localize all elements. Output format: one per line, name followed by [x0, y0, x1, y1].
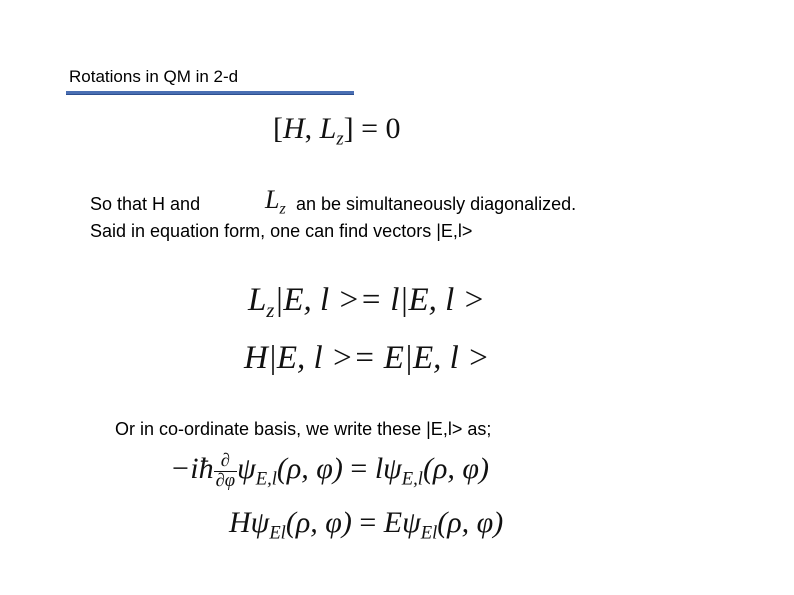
frac-numerator: ∂ — [220, 450, 230, 472]
zero: 0 — [385, 112, 401, 145]
eigen-equation-H: H|E, l >= E|E, l > — [244, 340, 490, 376]
eq2-rhs-subscript: El — [420, 522, 438, 544]
eq1-psi-subscript: E,l — [255, 468, 277, 490]
symbol-H: H — [283, 112, 305, 145]
inline-subscript-z: z — [279, 200, 286, 218]
eq2-args: (ρ, φ) — [285, 506, 352, 539]
sentence-2: Said in equation form, one can find vectors |E,l> — [90, 221, 473, 241]
eq-Lz-rest: |E, l >= l|E, l > — [274, 282, 485, 318]
sentence-1-end: an be simultaneously diagonalized. — [296, 194, 577, 214]
eq2-psi-subscript: El — [269, 522, 286, 544]
inline-symbol-L: L — [265, 185, 280, 214]
eq1-rhs-subscript: E,l — [401, 468, 423, 490]
eq2-psi: ψ — [250, 506, 270, 539]
eq2-rhs-args: (ρ, φ) — [437, 506, 504, 539]
sentence-3: Or in co-ordinate basis, we write these |E,l> as; — [115, 419, 492, 439]
eq2-E: E — [383, 506, 403, 539]
commutator-equation — [273, 112, 401, 151]
eq1-rhs-psi: ψ — [383, 452, 402, 485]
eq1-rhs-l: l — [374, 452, 384, 485]
inline-Lz — [265, 185, 286, 219]
coordinate-equation-1 — [170, 452, 489, 491]
symbol-L: L — [319, 112, 337, 145]
title-underline — [66, 91, 354, 95]
partial-derivative-fraction — [214, 452, 237, 490]
bracket-open: [ — [273, 112, 283, 145]
comma: , — [304, 112, 313, 145]
eq1-equals: = — [350, 452, 368, 485]
eq1-args: (ρ, φ) — [276, 452, 343, 485]
equals-sign: = — [361, 112, 379, 145]
eq-Lz-subscript: z — [266, 300, 275, 323]
eq2-equals: = — [359, 506, 377, 539]
frac-denominator: ∂φ — [215, 469, 236, 491]
sentence-1-start: So that H and — [90, 194, 201, 214]
coordinate-equation-2 — [229, 506, 503, 545]
eq2-rhs-psi: ψ — [402, 506, 421, 539]
eq1-psi: ψ — [237, 452, 256, 485]
eq1-prefix: −iħ — [170, 452, 214, 485]
bracket-close: ] — [343, 112, 354, 145]
slide-title: Rotations in QM in 2-d — [69, 67, 239, 86]
eq-Lz-L: L — [248, 282, 267, 318]
subscript-z: z — [336, 128, 344, 150]
eigen-equation-Lz — [248, 282, 485, 323]
eq1-rhs-args: (ρ, φ) — [422, 452, 489, 485]
eq2-H: H — [229, 506, 251, 539]
